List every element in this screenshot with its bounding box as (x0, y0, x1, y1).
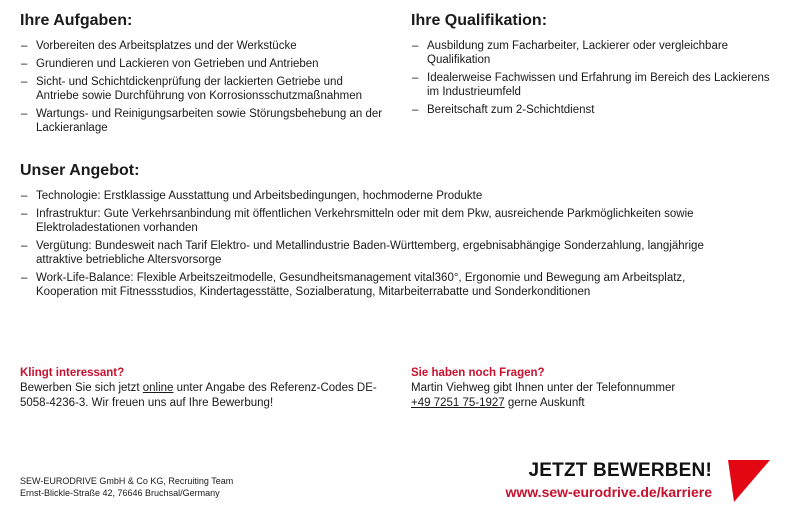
red-triangle-logo-icon (728, 460, 770, 502)
list-item: – Technologie: Erstklassige Ausstattung und Arbeitsbedingungen, hochmoderne Produkte (20, 189, 750, 203)
list-item: – Wartungs- und Reinigungsarbeiten sowie Störungsbehebung an der Lackieranlage (20, 107, 385, 135)
angebot-list (20, 189, 750, 299)
list-item: – Vergütung: Bundesweit nach Tarif Elektro- und Metallindustrie Baden-Württemberg, ergebnisabhängige Sonderzahlung, langjährige attraktive betriebliche Altersvorsorge (20, 239, 750, 267)
list-item: – Idealerweise Fachwissen und Erfahrung im Bereich des Lackierens im Industrieumfeld (411, 71, 771, 99)
list-item: – Work-Life-Balance: Flexible Arbeitszeitmodelle, Gesundheitsmanagement vital360°, Ergonomie und Bewegung am Arbeitsplatz, Kooperation mit Fitnessstudios, Kindertagesstätte, Sozialberatung, Mitarbeiterrabatte und Sonderkonditionen (20, 271, 750, 299)
contact-question: Sie haben noch Fragen? (411, 367, 545, 379)
aufgaben-section (20, 12, 385, 139)
qualifikation-section (411, 12, 771, 121)
apply-text-before: Bewerben Sie sich jetzt (20, 382, 143, 394)
contact-info (411, 366, 771, 411)
company-address (20, 475, 233, 499)
qualifikation-title: Ihre Qualifikation: (411, 12, 548, 29)
contact-text-after: gerne Auskunft (504, 397, 585, 409)
career-url-link[interactable]: www.sew-eurodrive.de/karriere (505, 484, 712, 500)
list-item: – Ausbildung zum Facharbeiter, Lackierer oder vergleichbare Qualifikation (411, 39, 771, 67)
company-street: Ernst-Blickle-Straße 42, 76646 Bruchsal/Germany (20, 488, 220, 498)
list-item: – Grundieren und Lackieren von Getrieben und Antrieben (20, 57, 385, 71)
qualifikation-list (411, 39, 771, 117)
list-item: – Infrastruktur: Gute Verkehrsanbindung mit öffentlichen Verkehrsmitteln oder mit dem Pkw, ausreichende Parkmöglichkeiten sowie Elektroladestationen vorhanden (20, 207, 750, 235)
apply-text-after: unter Angabe des Referenz-Codes DE-5058-4236-3. Wir freuen uns auf Ihre Bewerbung! (20, 382, 377, 409)
company-name: SEW-EURODRIVE GmbH & Co KG, Recruiting Team (20, 476, 234, 486)
aufgaben-list (20, 39, 385, 135)
list-item: – Vorbereiten des Arbeitsplatzes und der Werkstücke (20, 39, 385, 53)
apply-info (20, 366, 390, 411)
angebot-section (20, 162, 750, 303)
cta-block (506, 460, 712, 500)
angebot-title: Unser Angebot: (20, 162, 140, 179)
phone-link[interactable]: +49 7251 75-1927 (411, 397, 505, 409)
list-item: – Sicht- und Schichtdickenprüfung der lackierten Getriebe und Antriebe sowie Durchführung von Korrosionsschutzmaßnahmen (20, 75, 385, 103)
list-item: – Bereitschaft zum 2-Schichtdienst (411, 103, 771, 117)
cta-headline[interactable]: JETZT BEWERBEN! (528, 460, 712, 481)
apply-question: Klingt interessant? (20, 367, 125, 379)
online-link[interactable]: online (142, 382, 174, 394)
aufgaben-title: Ihre Aufgaben: (20, 12, 133, 29)
apply-text (20, 381, 390, 411)
contact-text: Martin Viehweg gibt Ihnen unter der Telefonnummer (411, 382, 676, 394)
